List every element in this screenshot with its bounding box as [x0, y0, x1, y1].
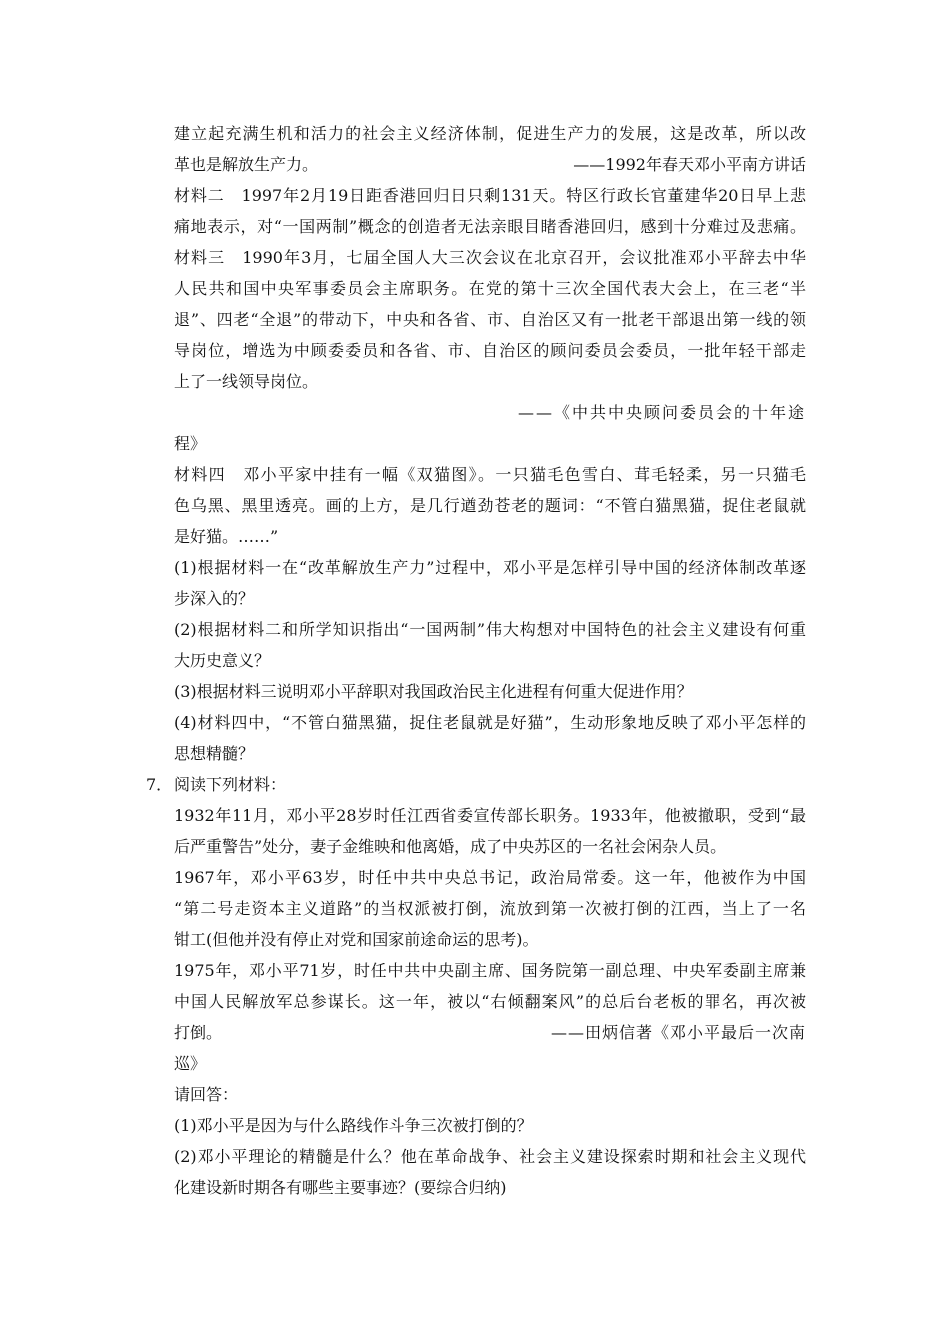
question-7-para-2-line-2: “第二号走资本主义道路”的当权派被打倒，流放到第一次被打倒的江西，当上了一名 — [174, 899, 806, 918]
question-7-para-2-line-1: 1967年，邓小平63岁，时任中共中央总书记，政治局常委。这一年，他被作为中国 — [174, 868, 806, 887]
question-7-source-cont: 巡》 — [174, 1054, 207, 1073]
question-7-para-2-line-3: 钳工(但他并没有停止对党和国家前途命运的思考)。 — [174, 930, 539, 949]
question-6-1-line-2: 步深入的？ — [174, 589, 255, 608]
question-6-4-line-2: 思想精髓？ — [174, 744, 255, 763]
question-6-2-line-1: (2)根据材料二和所学知识指出“一国两制”伟大构想对中国特色的社会主义建设有何重 — [174, 620, 806, 639]
material-one-line-1: 建立起充满生机和活力的社会主义经济体制，促进生产力的发展，这是改革，所以改 — [174, 124, 806, 143]
material-three-line-3: 退”、四老“全退”的带动下，中央和各省、市、自治区又有一批老干部退出第一线的领 — [174, 310, 806, 329]
material-two-line-1: 材料二 1997年2月19日距香港回归日只剩131天。特区行政长官董建华20日早上悲 — [174, 186, 806, 205]
question-7-heading: 阅读下列材料： — [174, 775, 287, 794]
question-7-2-line-2: 化建设新时期各有哪些主要事迹？(要综合归纳) — [174, 1178, 507, 1197]
question-7-para-3-line-2: 中国人民解放军总参谋长。这一年，被以“右倾翻案风”的总后台老板的罪名，再次被 — [174, 992, 806, 1011]
question-7-para-3-line-3: 打倒。 — [174, 1023, 223, 1042]
question-7-para-3-line-1: 1975年，邓小平71岁，时任中共中央副主席、国务院第一副总理、中央军委副主席兼 — [174, 961, 806, 980]
question-6-4-line-1: (4)材料四中，“不管白猫黑猫，捉住老鼠就是好猫”，生动形象地反映了邓小平怎样的 — [174, 713, 806, 732]
material-three-source-cont: 程》 — [174, 434, 207, 453]
question-7-source: ——田炳信著《邓小平最后一次南 — [550, 1023, 806, 1042]
material-four-line-2: 色乌黑、黑里透亮。画的上方，是几行遒劲苍老的题词：“不管白猫黑猫，捉住老鼠就 — [174, 496, 806, 515]
material-three-line-5: 上了一线领导岗位。 — [174, 372, 319, 391]
material-three-line-2: 人民共和国中央军事委员会主席职务。在党的第十三次全国代表大会上，在三老“半 — [174, 279, 806, 298]
material-four-line-3: 是好猫。……” — [174, 527, 279, 546]
material-three-line-4: 导岗位，增选为中顾委委员和各省、市、自治区的顾问委员会委员，一批年轻干部走 — [174, 341, 806, 360]
question-7-1: (1)邓小平是因为与什么路线作斗争三次被打倒的？ — [174, 1116, 533, 1135]
material-three-line-1: 材料三 1990年3月，七届全国人大三次会议在北京召开，会议批准邓小平辞去中华 — [174, 248, 806, 267]
question-7-number: 7． — [146, 775, 173, 794]
question-6-3: (3)根据材料三说明邓小平辞职对我国政治民主化进程有何重大促进作用？ — [174, 682, 693, 701]
material-one-line-2: 革也是解放生产力。 — [174, 155, 319, 174]
question-7-para-1-line-1: 1932年11月，邓小平28岁时任江西省委宣传部长职务。1933年，他被撤职，受到“最 — [174, 806, 806, 825]
question-7-prompt: 请回答： — [174, 1085, 239, 1104]
question-6-1-line-1: (1)根据材料一在“改革解放生产力”过程中，邓小平是怎样引导中国的经济体制改革逐 — [174, 558, 806, 577]
material-three-source: ——《中共中央顾问委员会的十年途 — [517, 403, 806, 422]
material-one-source: ——1992年春天邓小平南方讲话 — [573, 155, 806, 174]
question-7-2-line-1: (2)邓小平理论的精髓是什么？他在革命战争、社会主义建设探索时期和社会主义现代 — [174, 1147, 806, 1166]
material-four-line-1: 材料四 邓小平家中挂有一幅《双猫图》。一只猫毛色雪白、茸毛轻柔，另一只猫毛 — [174, 465, 806, 484]
material-two-line-2: 痛地表示，对“一国两制”概念的创造者无法亲眼目睹香港回归，感到十分难过及悲痛。 — [174, 217, 806, 236]
question-6-2-line-2: 大历史意义？ — [174, 651, 271, 670]
question-7-para-1-line-2: 后严重警告”处分，妻子金维映和他离婚，成了中央苏区的一名社会闲杂人员。 — [174, 837, 727, 856]
